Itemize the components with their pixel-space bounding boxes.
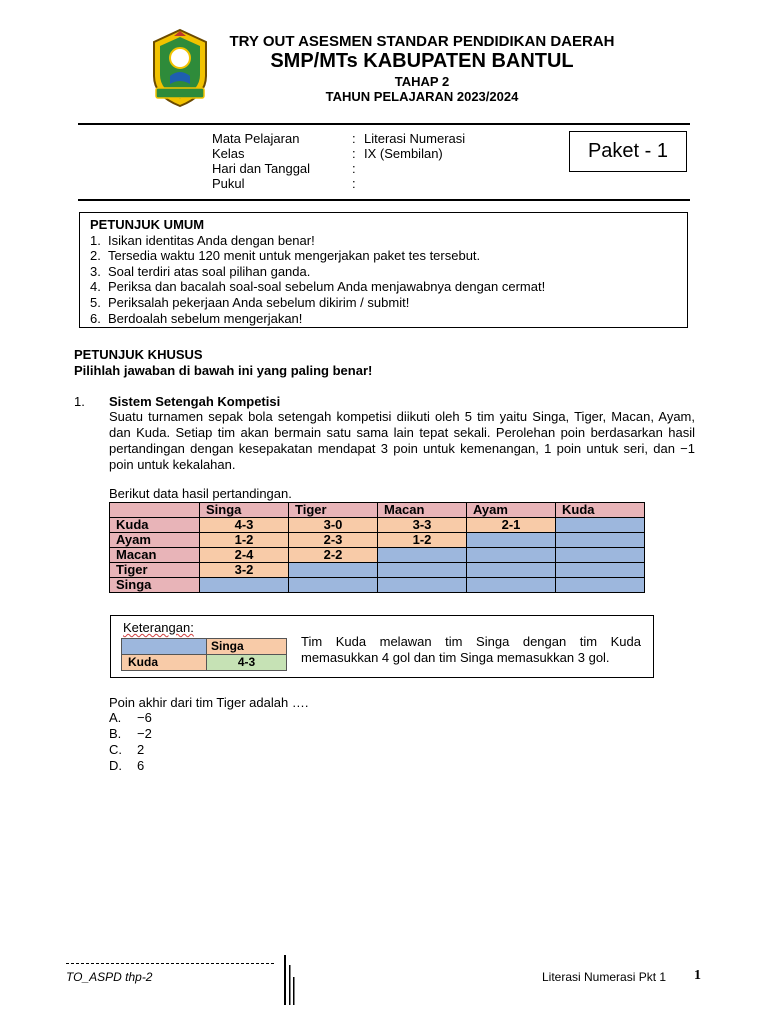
option-letter: C. (109, 742, 122, 757)
item-text: Soal terdiri atas soal pilihan ganda. (108, 263, 311, 279)
item-number: 1. (90, 232, 101, 248)
option-letter: A. (109, 710, 122, 725)
kabupaten-bantul-emblem (148, 28, 212, 108)
table-cell: 2-2 (289, 548, 378, 563)
table-cell: 4-3 (200, 518, 289, 533)
stage-label: TAHAP 2 (394, 74, 450, 89)
legend-row-header: Kuda (122, 655, 207, 671)
answer-option-a[interactable] (109, 710, 152, 726)
exam-info (212, 131, 465, 191)
table-cell (200, 578, 289, 593)
info-colon: : (352, 131, 356, 146)
info-value: Literasi Numerasi (364, 131, 466, 146)
table-cell: 2-1 (467, 518, 556, 533)
question-title: Sistem Setengah Kompetisi (109, 394, 281, 409)
table-cell (467, 533, 556, 548)
row-header: Macan (110, 548, 200, 563)
item-number: 6. (90, 310, 101, 326)
info-row (212, 161, 465, 176)
table-row (110, 518, 645, 533)
legend-title: Keterangan: (123, 620, 194, 635)
legend-corner-cell (122, 639, 207, 655)
table-cell: 1-2 (200, 533, 289, 548)
info-label: Hari dan Tanggal (212, 161, 311, 176)
list-item (90, 248, 687, 264)
table-row (110, 563, 645, 578)
table-cell: 1-2 (378, 533, 467, 548)
table-cell (467, 563, 556, 578)
table-intro: Berikut data hasil pertandingan. (109, 486, 292, 501)
table-cell: 2-4 (200, 548, 289, 563)
info-row (212, 131, 465, 146)
paket-box: Paket - 1 (569, 131, 687, 172)
table-cell (467, 548, 556, 563)
match-results-table (109, 502, 645, 593)
table-header-row (110, 503, 645, 518)
footer-dashed-rule (66, 963, 274, 964)
footer-separator-bars (283, 955, 297, 1005)
table-cell (378, 548, 467, 563)
column-header: Tiger (289, 503, 378, 518)
column-header: Ayam (467, 503, 556, 518)
item-text: Isikan identitas Anda dengan benar! (108, 232, 315, 248)
table-cell: 3-2 (200, 563, 289, 578)
item-text: Periksa dan bacalah soal-soal sebelum Anda menjawabnya dengan cermat! (108, 279, 546, 295)
item-number: 4. (90, 279, 101, 295)
general-instructions-box (79, 212, 688, 328)
question-prompt: Poin akhir dari tim Tiger adalah …. (109, 695, 309, 710)
table-row (110, 578, 645, 593)
exam-title: TRY OUT ASESMEN STANDAR PENDIDIKAN DAERAH (229, 33, 615, 50)
header-divider-bottom (78, 199, 690, 201)
option-letter: D. (109, 758, 122, 773)
table-cell (556, 548, 645, 563)
column-header: Kuda (556, 503, 645, 518)
question-body: Suatu turnamen sepak bola setengah kompetisi diikuti oleh 5 tim yaitu Singa, Tiger, Macan, Ayam, dan Kuda. Setiap tim akan bermain satu sama lain tepat sekali. Perolehan poin berdasarkan hasil pertandingan dengan kesepakatan mendapat 3 poin untuk kemenangan, 1 poin untuk seri, dan −1 poin untuk kekalahan. (109, 409, 695, 472)
list-item (90, 279, 687, 295)
info-colon: : (352, 161, 356, 176)
info-value: IX (Sembilan) (364, 146, 443, 161)
item-number: 5. (90, 294, 101, 310)
table-cell (556, 578, 645, 593)
legend-box (110, 615, 654, 678)
page-number: 1 (694, 968, 701, 983)
legend-line-1: Tim Kuda melawan tim Singa dengan tim Kuda (301, 634, 641, 649)
info-label: Pukul (212, 176, 245, 191)
table-corner-cell (110, 503, 200, 518)
table-cell (378, 563, 467, 578)
legend-table (121, 638, 287, 671)
general-instructions-list (90, 233, 687, 327)
table-cell: 3-0 (289, 518, 378, 533)
item-text: Berdoalah sebelum mengerjakan! (108, 310, 303, 326)
info-row (212, 146, 465, 161)
legend-cell: 4-3 (207, 655, 287, 671)
special-instructions-title: PETUNJUK KHUSUS (74, 347, 203, 362)
info-colon: : (352, 146, 356, 161)
column-header: Singa (200, 503, 289, 518)
answer-option-c[interactable] (109, 742, 152, 758)
legend-header-row (122, 639, 287, 655)
row-header: Ayam (110, 533, 200, 548)
list-item (90, 233, 687, 249)
legend-row (122, 655, 287, 671)
list-item (90, 264, 687, 280)
footer-code: TO_ASPD thp-2 (66, 970, 153, 984)
option-value: −2 (137, 726, 152, 741)
table-row (110, 533, 645, 548)
table-cell: 2-3 (289, 533, 378, 548)
table-cell (289, 578, 378, 593)
item-text: Tersedia waktu 120 menit untuk mengerjakan paket tes tersebut. (108, 248, 481, 264)
table-cell (378, 578, 467, 593)
info-row (212, 176, 465, 191)
footer-subject: Literasi Numerasi Pkt 1 (542, 970, 667, 984)
answer-option-d[interactable] (109, 758, 152, 774)
option-value: −6 (137, 710, 152, 725)
option-letter: B. (109, 726, 122, 741)
table-cell (556, 518, 645, 533)
table-cell (467, 578, 556, 593)
table-cell (289, 563, 378, 578)
row-header: Kuda (110, 518, 200, 533)
legend-column-header: Singa (207, 639, 287, 655)
row-header: Tiger (110, 563, 200, 578)
legend-line-2: memasukkan 4 gol dan tim Singa memasukkan 3 gol. (301, 650, 610, 665)
table-row (110, 548, 645, 563)
option-value: 2 (137, 742, 145, 757)
header-divider-top (78, 123, 690, 125)
list-item (90, 295, 687, 311)
list-item (90, 311, 687, 327)
table-cell (556, 533, 645, 548)
question-number: 1. (74, 394, 85, 409)
item-number: 3. (90, 263, 101, 279)
answer-option-b[interactable] (109, 726, 152, 742)
info-colon: : (352, 176, 356, 191)
item-text: Periksalah pekerjaan Anda sebelum dikirim / submit! (108, 294, 410, 310)
academic-year: TAHUN PELAJARAN 2023/2024 (325, 89, 519, 104)
item-number: 2. (90, 248, 101, 264)
table-cell (556, 563, 645, 578)
general-instructions-title: PETUNJUK UMUM (90, 217, 205, 232)
info-label: Mata Pelajaran (212, 131, 300, 146)
info-label: Kelas (212, 146, 245, 161)
column-header: Macan (378, 503, 467, 518)
option-value: 6 (137, 758, 145, 773)
special-instructions-text: Pilihlah jawaban di bawah ini yang paling benar! (74, 363, 373, 378)
region-title: SMP/MTs KABUPATEN BANTUL (270, 50, 574, 72)
table-cell: 3-3 (378, 518, 467, 533)
row-header: Singa (110, 578, 200, 593)
answer-options (109, 710, 152, 774)
